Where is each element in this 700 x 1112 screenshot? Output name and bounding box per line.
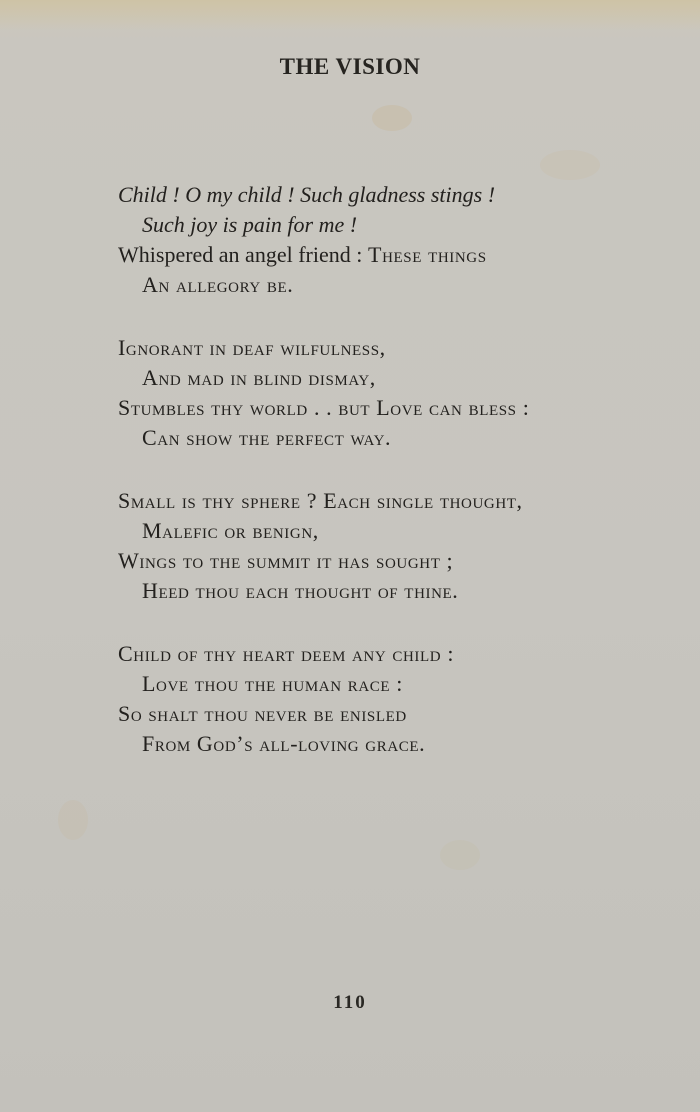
paper-stain: [372, 105, 412, 131]
poem-line: Child ! O my child ! Such gladness stings !: [118, 182, 496, 207]
stanza-4: [118, 639, 638, 759]
poem: [118, 180, 638, 759]
poem-line-text: Whispered an angel friend :: [118, 242, 363, 267]
paper-stain: [58, 800, 88, 840]
poem-line: Wings to the summit it has sought ;: [118, 548, 454, 573]
poem-line: An allegory be.: [142, 272, 294, 297]
poem-line: And mad in blind dismay,: [142, 365, 376, 390]
running-head: THE VISION: [279, 54, 421, 79]
poem-line: Ignorant in deaf wilfulness,: [118, 335, 386, 360]
poem-line: Child of thy heart deem any child :: [118, 641, 455, 666]
paper-stain: [540, 150, 600, 180]
paper-stain: [440, 840, 480, 870]
stanza-2: [118, 333, 638, 453]
poem-line: Stumbles thy world . . but Love can bless :: [118, 395, 530, 420]
poem-line: So shalt thou never be enisled: [118, 701, 407, 726]
stanza-3: [118, 486, 638, 606]
poem-line: Small is thy sphere ? Each single thought,: [118, 488, 523, 513]
page-number: 110: [333, 992, 367, 1013]
poem-line: Can show the perfect way.: [142, 425, 392, 450]
poem-line: Such joy is pain for me !: [142, 212, 358, 237]
poem-line: Love thou the human race :: [142, 671, 403, 696]
poem-line: Heed thou each thought of thine.: [142, 578, 459, 603]
poem-line: From God’s all-loving grace.: [142, 731, 426, 756]
poem-line: Malefic or benign,: [142, 518, 319, 543]
poem-line-tail: These things: [362, 242, 487, 267]
poem-line: [118, 240, 638, 270]
stanza-1: [118, 180, 638, 300]
